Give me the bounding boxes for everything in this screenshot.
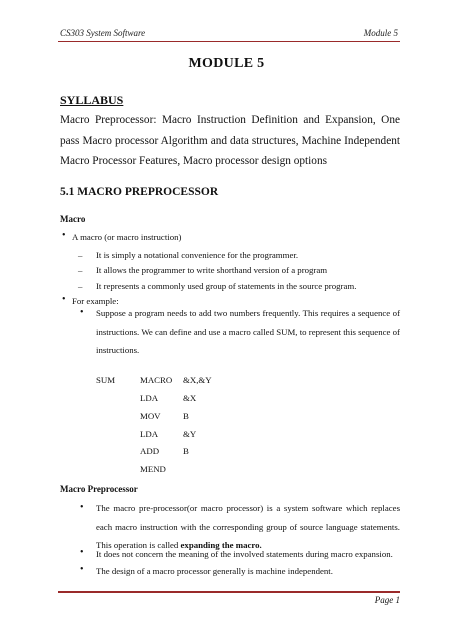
dash-icon: – [78,250,83,260]
code-arg: &Y [183,429,197,439]
code-op: LDA [140,393,159,403]
bullet-icon: • [62,294,66,305]
syllabus-text: Macro Preprocessor: Macro Instruction Definition and Expansion, One pass Macro processor Algorithm and data structures, Machine Independent Macro Processor Features, Macro processor design options [60,114,400,167]
header-course: CS303 System Software [60,28,146,38]
code-op: MOV [140,411,161,421]
code-op: ADD [140,446,160,456]
code-arg: &X,&Y [183,375,212,385]
code-op: MACRO [140,375,173,385]
list-item: For example: [72,296,119,306]
preprocessor-paragraph [96,499,400,555]
bullet-icon: • [62,230,66,241]
code-arg: B [183,411,189,421]
list-item: It does not concern the meaning of the involved statements during macro expansion. [96,549,393,559]
list-item: It is simply a notational convenience for the programmer. [96,250,299,260]
example-paragraph: Suppose a program needs to add two numbers frequently. This requires a sequence of instructions. We can define and use a macro called SUM, to represent this sequence of instructions. [96,308,400,355]
list-item: The design of a macro processor generally is machine independent. [96,566,333,576]
syllabus-heading: SYLLABUS [60,93,124,107]
section-heading: 5.1 MACRO PREPROCESSOR [60,186,219,198]
code-op: LDA [140,429,159,439]
list-item: It allows the programmer to write shorthand version of a program [96,265,328,275]
code-label: SUM [96,375,116,385]
header-rule [58,41,400,42]
page-header [60,28,398,40]
list-item: It represents a commonly used group of statements in the source program. [96,281,357,291]
header-module: Module 5 [363,28,398,38]
preprocessor-heading: Macro Preprocessor [60,484,138,494]
module-title: MODULE 5 [188,56,265,71]
dash-icon: – [78,265,83,275]
code-arg: &X [183,393,197,403]
list-item: A macro (or macro instruction) [72,232,182,242]
paragraph-bold-text: expanding the macro. [180,540,262,550]
bullet-icon: • [80,502,84,513]
bullet-icon: • [80,307,84,318]
code-op: MEND [140,464,166,474]
bullet-icon: • [80,547,84,558]
macro-heading: Macro [60,214,86,224]
paragraph-text: The macro pre-processor(or macro processor) is a system software which replaces each macro instruction with the corresponding group of source language statements. This operation is called [96,503,400,550]
page-number: Page 1 [374,595,400,605]
bullet-icon: • [80,564,84,575]
code-arg: B [183,446,189,456]
dash-icon: – [78,281,83,291]
footer-rule [58,591,400,593]
